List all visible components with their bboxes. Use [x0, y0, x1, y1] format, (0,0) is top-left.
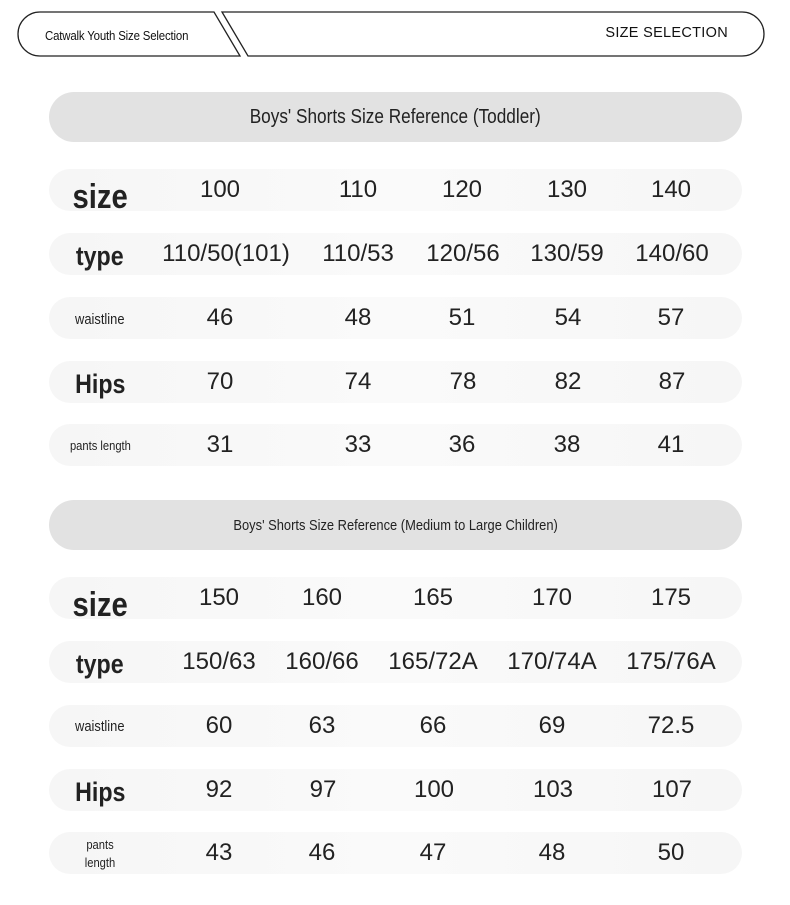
table-cell: 63: [308, 712, 336, 739]
table-cell: 103: [532, 776, 574, 803]
table-cell: 165/72A: [388, 648, 478, 675]
row-label: waistline: [75, 718, 125, 735]
table-cell: 46: [206, 304, 234, 331]
table-cell: 38: [553, 431, 581, 458]
table-cell: 170/74A: [507, 648, 597, 675]
table-cell: 97: [309, 776, 337, 803]
table-cell: 60: [205, 712, 233, 739]
toddler-row-hips: [49, 361, 742, 403]
size-selection-label: SIZE SELECTION: [605, 25, 728, 41]
row-label: type: [76, 241, 124, 271]
table-cell: 72.5: [647, 712, 695, 739]
table-cell: 51: [448, 304, 476, 331]
table-cell: 170: [531, 584, 573, 611]
row-label: pants length: [69, 438, 131, 453]
table-cell: 87: [658, 368, 686, 395]
table-cell: 82: [554, 368, 582, 395]
table-cell: 175: [650, 584, 692, 611]
table-cell: 130/59: [530, 240, 604, 267]
table-cell: 150: [198, 584, 240, 611]
table-cell: 100: [413, 776, 455, 803]
row-label: type: [76, 649, 124, 679]
table-cell: 41: [657, 431, 685, 458]
row-label: Hips: [74, 777, 126, 807]
table-cell: 54: [554, 304, 582, 331]
children-section-title: [49, 500, 742, 550]
table-cell: 78: [449, 368, 477, 395]
table-cell: 69: [538, 712, 566, 739]
table-cell: 36: [448, 431, 476, 458]
table-cell: 130: [546, 176, 588, 203]
children-row-waistline: [49, 705, 742, 747]
table-cell: 48: [538, 839, 566, 866]
toddler-row-size: [49, 169, 742, 216]
table-cell: 57: [657, 304, 685, 331]
table-cell: 48: [344, 304, 372, 331]
page-header: [0, 0, 790, 70]
table-cell: 110: [338, 176, 378, 203]
table-cell: 66: [419, 712, 447, 739]
table-cell: 46: [308, 839, 336, 866]
table-cell: 47: [419, 839, 447, 866]
toddler-section-title: [49, 92, 742, 142]
toddler-row-type: [49, 233, 742, 275]
row-label: waistline: [75, 311, 125, 328]
row-label: size: [72, 178, 128, 216]
children-row-pants-length: [49, 832, 742, 874]
toddler-title-text: Boys' Shorts Size Reference (Toddler): [249, 105, 542, 128]
table-cell: 110/53: [322, 240, 394, 267]
table-cell: 31: [206, 431, 234, 458]
row-label: pants length: [84, 837, 116, 870]
table-cell: 140/60: [635, 240, 709, 267]
table-cell: 120/56: [426, 240, 500, 267]
table-cell: 107: [651, 776, 693, 803]
table-cell: 120: [441, 176, 483, 203]
toddler-row-pants-length: [49, 424, 742, 466]
table-cell: 50: [657, 839, 685, 866]
brand-title: Catwalk Youth Size Selection: [45, 28, 189, 43]
toddler-row-waistline: [49, 297, 742, 339]
table-cell: 150/63: [182, 648, 256, 675]
children-row-size: [49, 577, 742, 624]
table-cell: 92: [205, 776, 233, 803]
table-cell: 100: [199, 176, 241, 203]
row-label: Hips: [74, 369, 126, 399]
children-row-hips: [49, 769, 742, 811]
children-title-text: Boys' Shorts Size Reference (Medium to Large Children): [233, 516, 558, 534]
table-cell: 33: [344, 431, 372, 458]
table-cell: 160/66: [285, 648, 359, 675]
row-label: size: [72, 586, 128, 624]
table-cell: 140: [650, 176, 692, 203]
table-cell: 110/50(101): [162, 240, 290, 267]
table-cell: 74: [344, 368, 372, 395]
children-row-type: [49, 641, 742, 683]
table-cell: 165: [412, 584, 454, 611]
table-cell: 70: [206, 368, 234, 395]
table-cell: 160: [301, 584, 343, 611]
table-cell: 43: [205, 839, 233, 866]
table-cell: 175/76A: [626, 648, 716, 675]
